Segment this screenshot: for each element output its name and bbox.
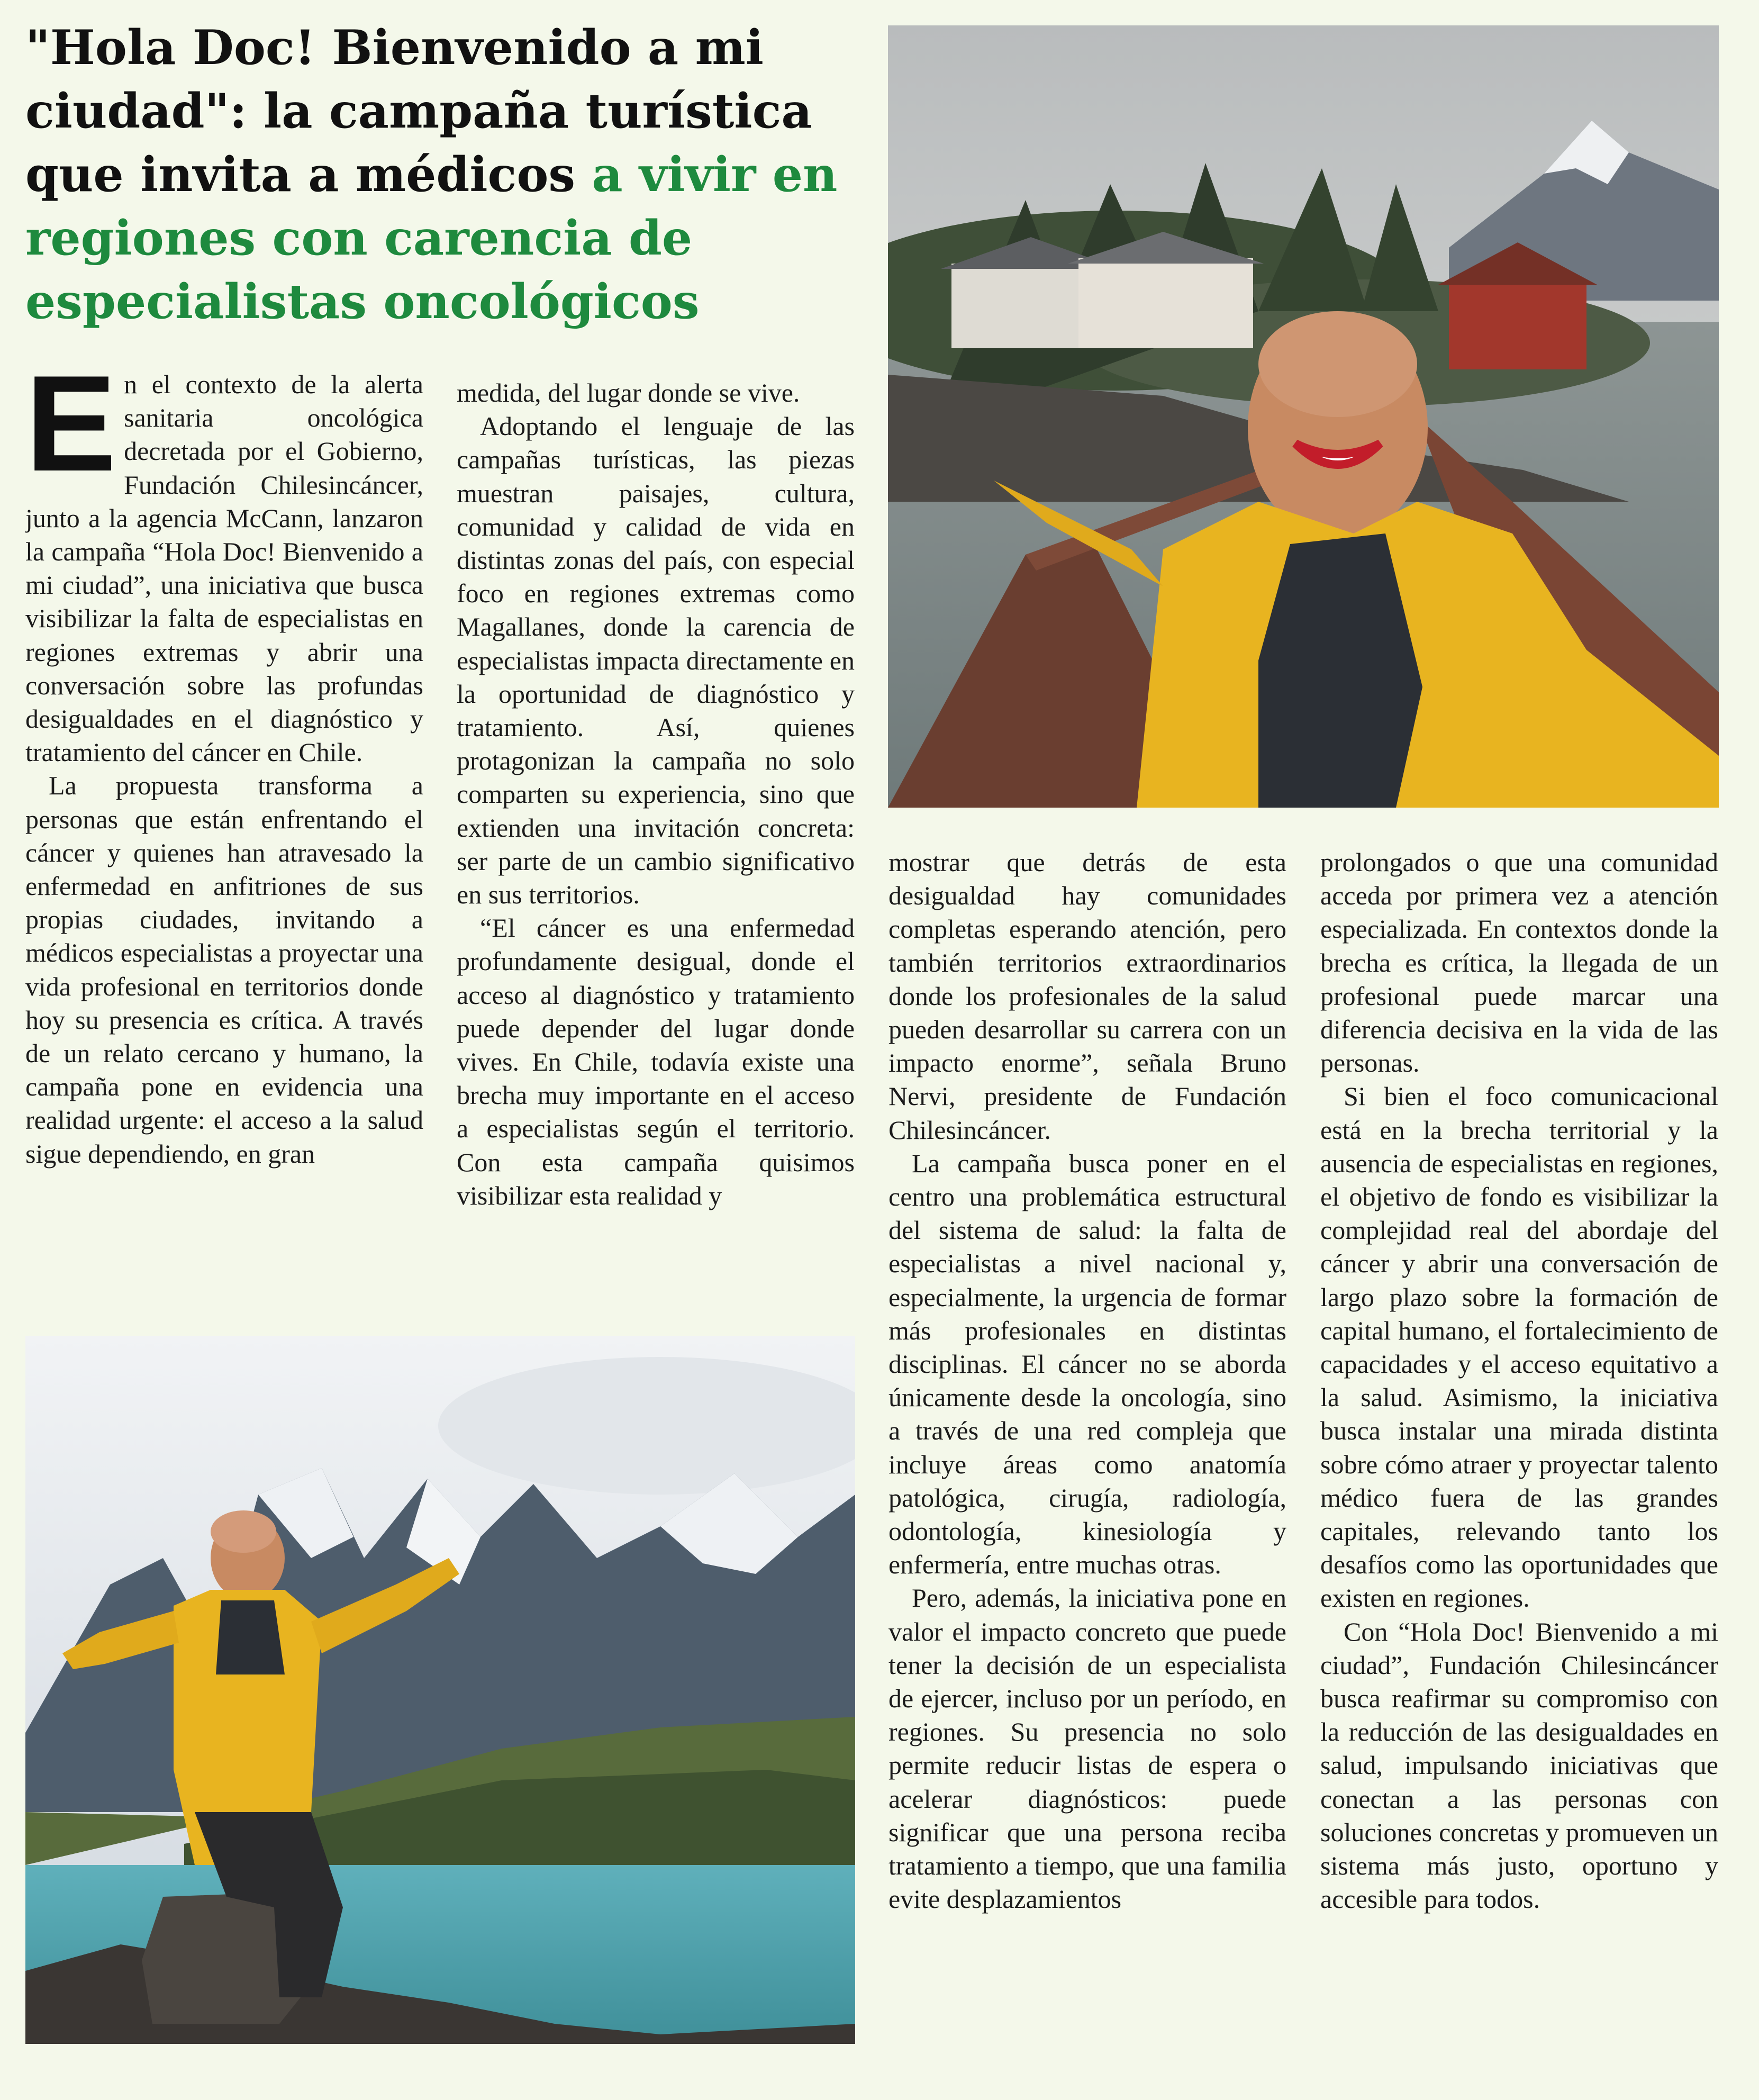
paragraph: La propuesta transforma a personas que están enfrentando el cáncer y quienes han atravesado la enfermedad en anfitriones de sus propias ciudades, invitando a médicos especialistas a proyectar una vida profesional en territorios donde hoy su presencia es crítica. A través de un relato cercano y humano, la campaña pone en evidencia una realidad urgente: el acceso a la salud sigue dependiendo, en gran (25, 771, 423, 1169)
paragraph: Si bien el foco comunicacional está en la brecha territorial y la ausencia de especialistas en regiones, el objetivo de fondo es visibilizar la complejidad real del abordaje del cáncer y abrir una conversación de largo plazo sobre la formación de capital humano, el fortalecimiento de capacidades y el acceso equitativo a la salud. Asimismo, la iniciativa busca instalar una mirada distinta sobre cómo atraer y proyectar talento médico fuera de las grandes capitales, relevando tanto los desafíos como las oportunidades que existen en regiones. (1320, 1081, 1718, 1613)
bottom-photo (25, 1336, 855, 2044)
paragraph: medida, del lugar donde se vive. (457, 378, 800, 408)
mountains-lake-image (25, 1336, 855, 2044)
article-column-1 (25, 368, 423, 1315)
paragraph: mostrar que detrás de esta desigualdad hay comunidades completas esperando atención, pero también territorios extraordinarios donde los profesionales de la salud pueden desarrollar su carrera con un impacto enorme”, señala Bruno Nervi, presidente de Fundación Chilesincáncer. (888, 847, 1286, 1145)
paragraph: La campaña busca poner en el centro una problemática estructural del sistema de salud: la falta de especialistas a nivel nacional y, especialmente, la urgencia de formar más profesionales en distintas disciplinas. El cáncer no se aborda únicamente desde la oncología, sino a través de una red compleja que incluye áreas como anatomía patológica, cirugía, radiología, odontología, kinesiología y enfermería, entre muchas otras. (888, 1148, 1286, 1580)
paragraph: Con “Hola Doc! Bienvenido a mi ciudad”, Fundación Chilesincáncer busca reafirmar su compromiso con la reducción de las desigualdades en salud, impulsando iniciativas que conectan a las personas con soluciones concretas y promueven un sistema más justo, oportuno y accesible para todos. (1320, 1616, 1718, 1914)
paragraph: “El cáncer es una enfermedad profundamente desigual, donde el acceso al diagnóstico y tratamiento puede depender del lugar donde vives. En Chile, todavía existe una brecha muy importante en el acceso a especialistas según el territorio. Con esta campaña quisimos visibilizar esta realidad y (457, 913, 855, 1210)
article-column-4 (1320, 846, 1718, 2063)
paragraph: Pero, además, la iniciativa pone en valor el impacto concreto que puede tener la decisión de un especialista de ejercer, incluso por un período, en regiones. Su presencia no solo permite reducir listas de espera o acelerar diagnósticos: puede significar que una persona reciba tratamiento a tiempo, que una familia evite desplazamientos (888, 1583, 1286, 1914)
headline-green: a vivir en regiones con carencia de especialistas oncológicos (25, 147, 838, 330)
lead-paragraph-text: n el contexto de la alerta sanitaria oncológica decretada por el Gobierno, Fundación Chilesincáncer, junto a la agencia McCann, lanzaron la campaña “Hola Doc! Bienvenido a mi ciudad”, una iniciativa que busca visibilizar la falta de especialistas en regiones extremas y abrir una conversación sobre las profundas desigualdades en el diagnóstico y tratamiento del cáncer en Chile. (25, 369, 423, 767)
paragraph: prolongados o que una comunidad acceda por primera vez a atención especializada. En contextos donde la brecha es crítica, la llegada de un profesional puede marcar una diferencia decisiva en la vida de las personas. (1320, 847, 1718, 1078)
top-photo (888, 25, 1719, 808)
headline-black: "Hola Doc! Bienvenido a mi ciudad": la campaña turística que invita a médicos (25, 20, 812, 203)
article-column-2 (457, 376, 855, 1313)
article-column-3 (888, 846, 1286, 2063)
selfie-lakeside-image (888, 25, 1719, 808)
paragraph: Adoptando el lenguaje de las campañas turísticas, las piezas muestran paisajes, cultura, comunidad y calidad de vida en distintas zonas del país, con especial foco en regiones extremas como Magallanes, donde la carencia de especialistas impacta directamente en la oportunidad de diagnóstico y tratamiento. Así, quienes protagonizan la campaña no solo comparten su experiencia, sino que extienden una invitación concreta: ser parte de un cambio significativo en sus territorios. (457, 411, 855, 910)
headline (25, 16, 872, 333)
drop-cap: E (25, 368, 117, 500)
lead-paragraph (25, 368, 423, 769)
